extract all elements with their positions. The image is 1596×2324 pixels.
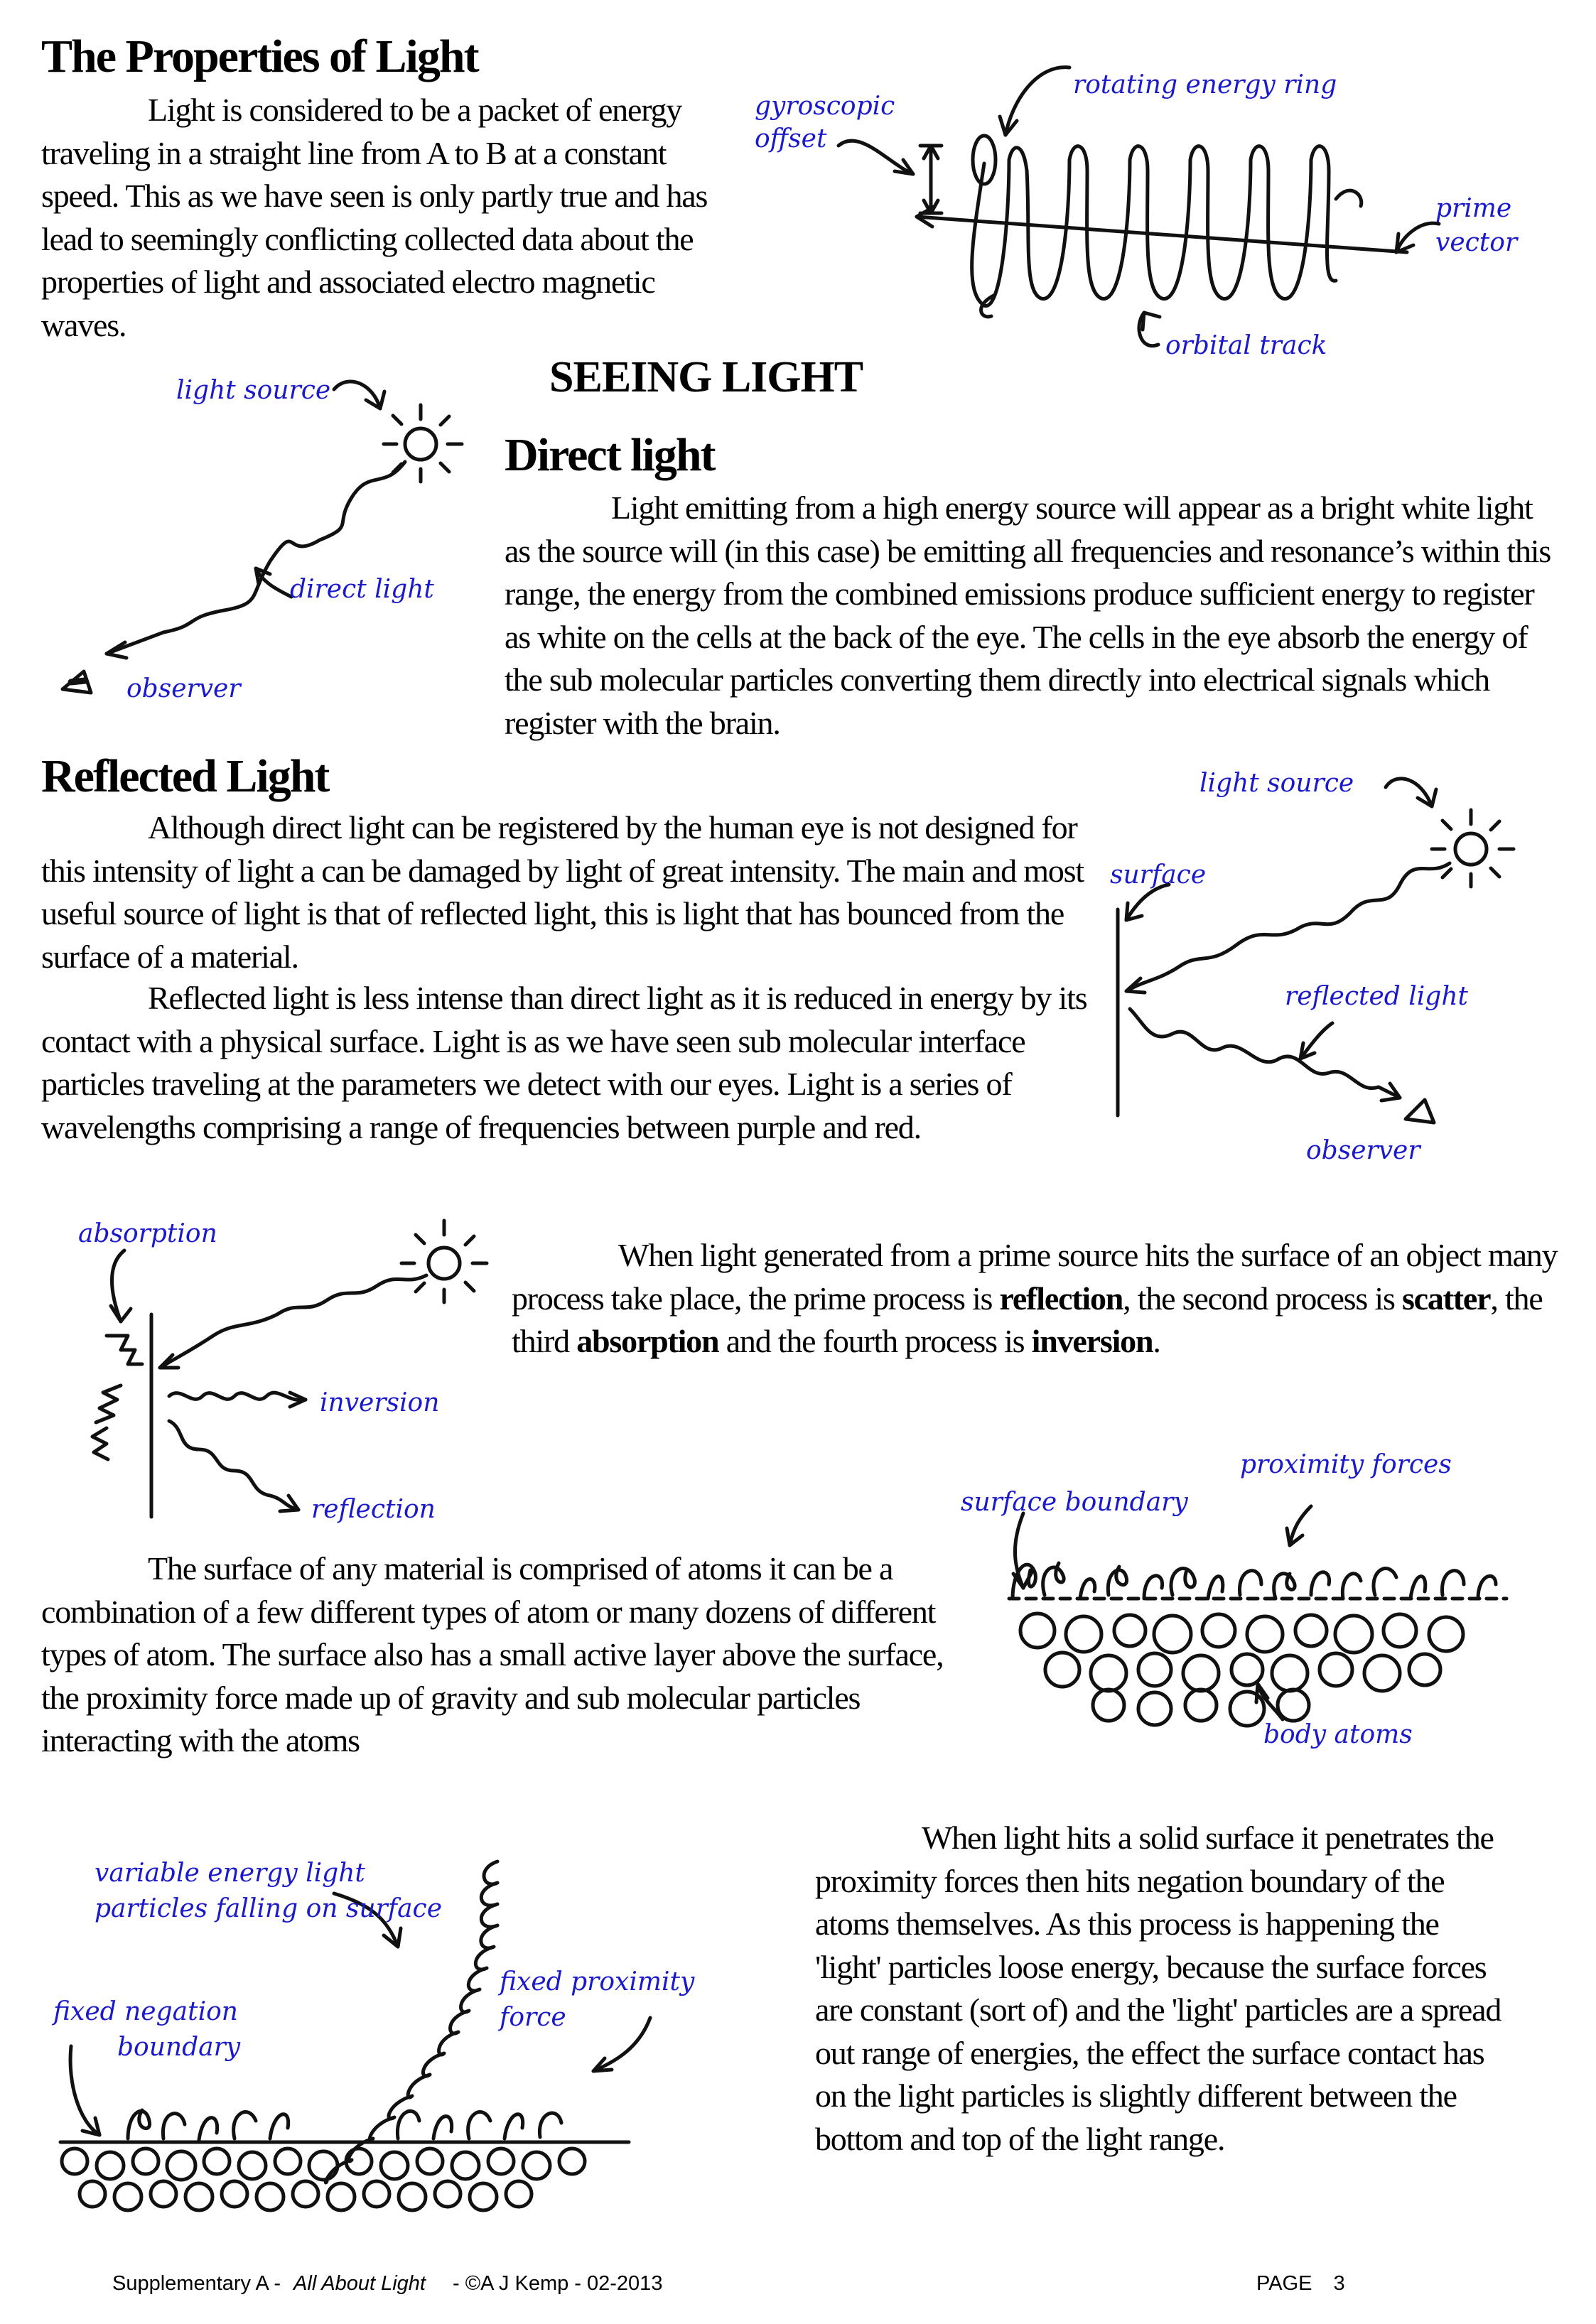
- footer-page-number: 3: [1333, 2272, 1345, 2295]
- footer-copyright: - ©A J Kemp - 02-2013: [453, 2272, 663, 2295]
- label-surface: surface: [1110, 860, 1207, 890]
- intro-paragraph: Light is considered to be a packet of energy traveling in a straight line from A to B at a constant speed. This as we have seen is only partly true and has lead to seemingly conflicting collected data about the properties of light and associated electro magnetic waves.: [41, 92, 708, 343]
- label-fixed-negation: fixed negation: [53, 1997, 238, 2026]
- footer-page-label: PAGE: [1256, 2272, 1312, 2295]
- label-proximity-forces: proximity forces: [1240, 1450, 1452, 1479]
- label-fixed-proximity: fixed proximity force: [500, 1967, 695, 2032]
- surface-paragraph: The surface of any material is comprised of atoms it can be a combination of a few different types of atom or many dozens of different types of atom. The surface also has a small active layer above the surface, the proximity force made up of gravity and sub molecular particles interacting with the atoms: [41, 1550, 944, 1758]
- label-light-source: light source: [176, 376, 331, 405]
- term-scatter: scatter: [1401, 1280, 1491, 1317]
- term-reflection: reflection: [999, 1280, 1123, 1317]
- label-reflected-light-source: light source: [1199, 769, 1354, 798]
- label-prime-vector: prime vector: [1435, 194, 1518, 257]
- footer-left: Supplementary A -: [112, 2272, 281, 2295]
- label-variable-energy: variable energy light particles falling on surface: [95, 1859, 443, 1923]
- label-inversion: inversion: [320, 1388, 440, 1417]
- term-inversion: inversion: [1031, 1323, 1153, 1359]
- reflected-paragraph-1: Although direct light can be registered by the human eye is not designed for this intensity of light a can be damaged by light of great intensity. The main and most useful source of light is that of reflected light, this is light that has bounced from the surface of a material.: [41, 809, 1084, 975]
- section-title-seeing-light: SEEING LIGHT: [549, 353, 863, 401]
- label-body-atoms: body atoms: [1263, 1720, 1413, 1749]
- label-gyroscopic-offset: gyroscopic offset: [755, 92, 895, 153]
- label-reflection: reflection: [311, 1495, 436, 1524]
- heading-reflected-light: Reflected Light: [41, 750, 329, 802]
- label-boundary: boundary: [117, 2033, 241, 2062]
- reflected-paragraph-2: Reflected light is less intense than direct light as it is reduced in energy by its contact with a physical surface. Light is as we have seen sub molecular interface particles traveling at the parameters we detect with our eyes. Light is a series of wavelengths comprising a range of frequencies between purple and red.: [41, 980, 1087, 1145]
- page-title: The Properties of Light: [41, 31, 478, 82]
- footer-title: All About Light: [293, 2272, 426, 2295]
- label-direct-light: direct light: [290, 575, 434, 604]
- label-reflected-light: reflected light: [1285, 982, 1468, 1011]
- label-observer: observer: [126, 674, 241, 703]
- footer-page: [1256, 2272, 1345, 2296]
- label-orbital-track: orbital track: [1165, 331, 1327, 360]
- solid-surface-paragraph: When light hits a solid surface it penetrates the proximity forces then hits negation boundary of the atoms themselves. As this process is happening the 'light' particles loose energy, because the surface forces are constant (sort of) and the 'light' particles are a spread out range of energies, the effect the surface contact has on the light particles is slightly different between the bottom and top of the light range.: [815, 1820, 1501, 2157]
- footer: [112, 2272, 1391, 2296]
- heading-direct-light: Direct light: [505, 429, 715, 481]
- label-rotating-energy-ring: rotating energy ring: [1073, 70, 1337, 99]
- label-absorption: absorption: [78, 1219, 217, 1248]
- label-surface-boundary: surface boundary: [961, 1488, 1188, 1517]
- label-reflected-observer: observer: [1306, 1136, 1420, 1165]
- term-absorption: absorption: [576, 1323, 719, 1359]
- processes-paragraph: When light generated from a prime source hits the surface of an object many process take place, the prime process is reflection, the second process is scatter, the third absorption and the fourth process is inversion.: [512, 1237, 1558, 1359]
- direct-light-paragraph: Light emitting from a high energy source will appear as a bright white light as the source will (in this case) be emitting all frequencies and resonance’s within this range, the energy from the combined emissions produce sufficient energy to register as white on the cells at the back of the eye. The cells in the eye absorb the energy of the sub molecular particles converting them directly into electrical signals which register with the brain.: [505, 490, 1551, 741]
